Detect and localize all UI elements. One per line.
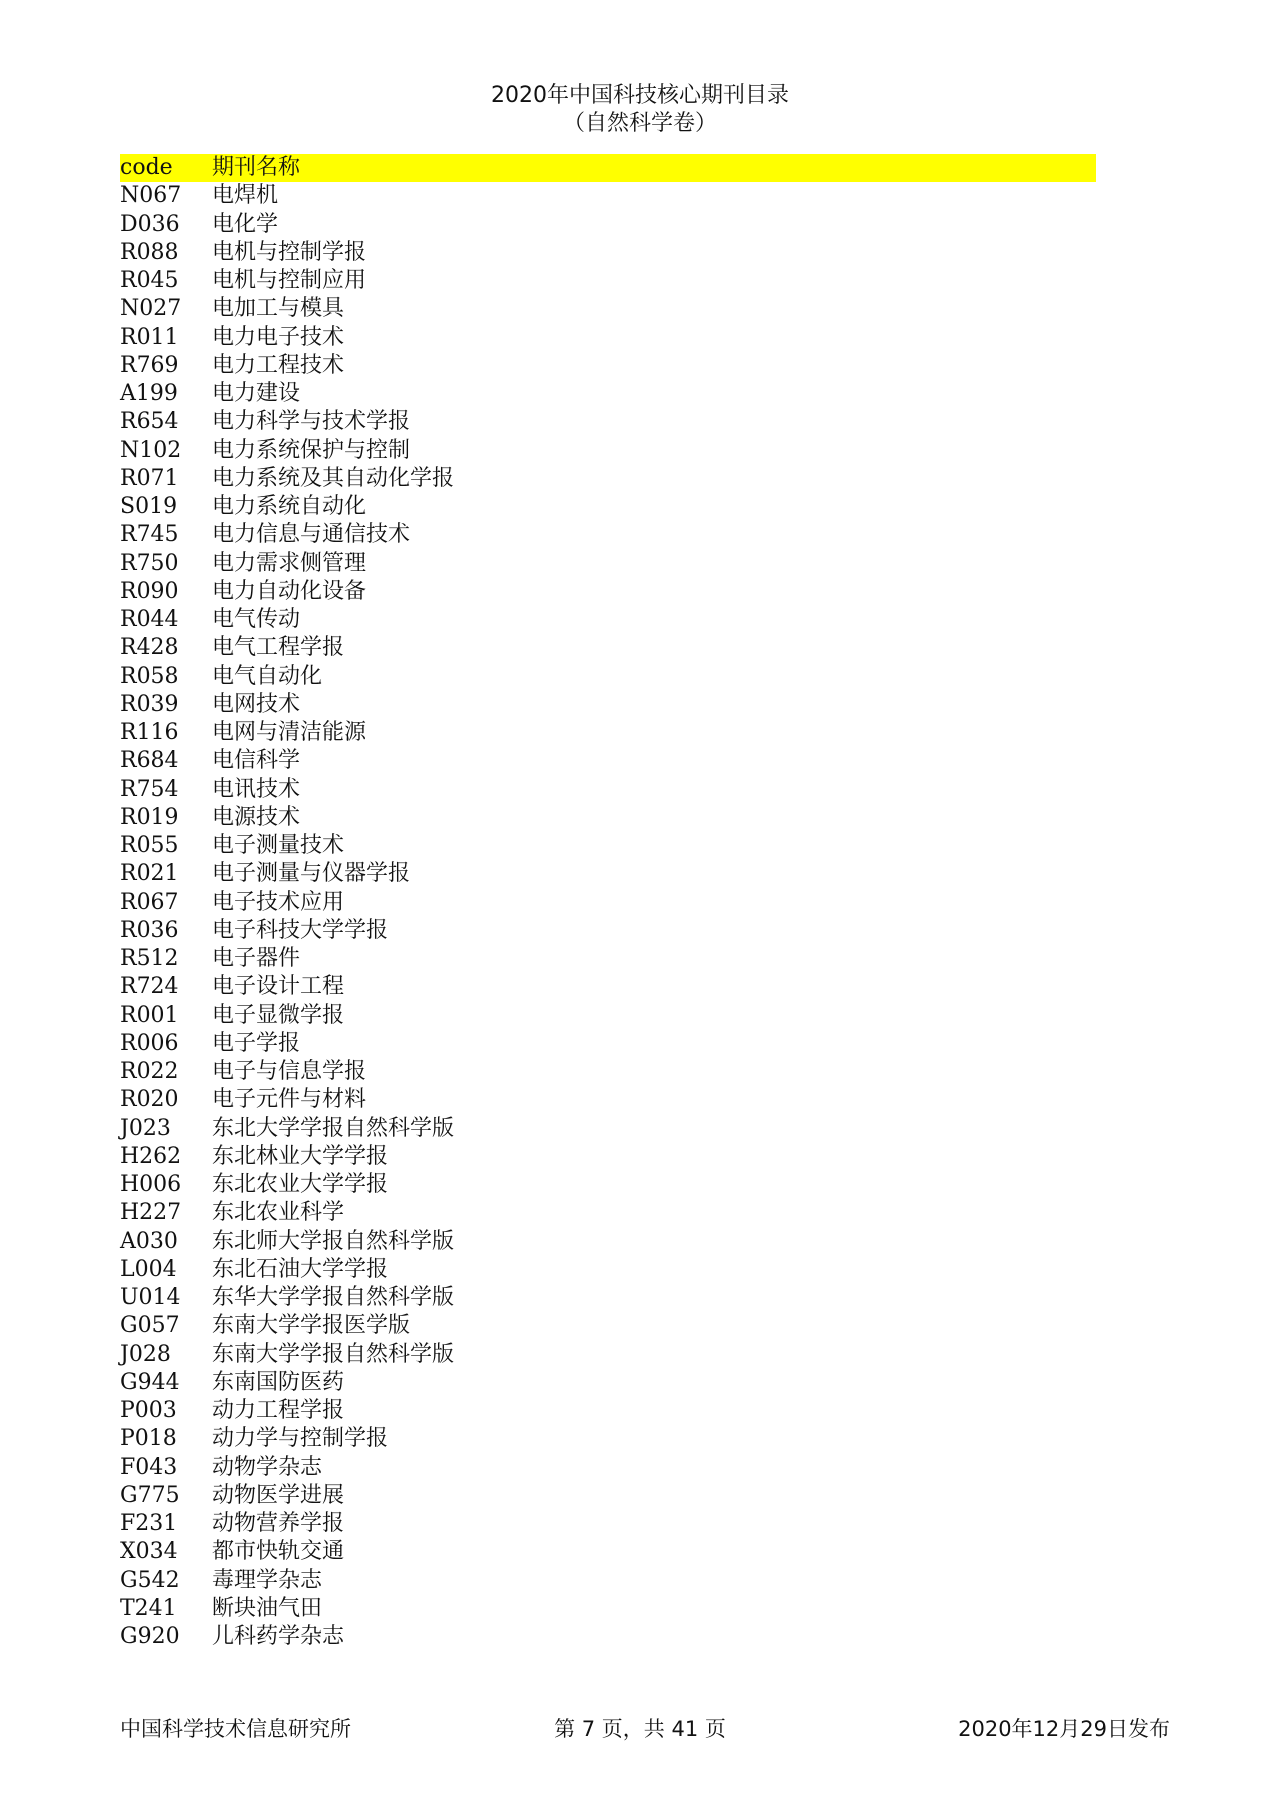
journal-code: R020 bbox=[120, 1087, 179, 1113]
journal-code: N067 bbox=[120, 183, 182, 209]
table-row bbox=[120, 465, 1096, 493]
table-row bbox=[120, 182, 1096, 210]
table-row bbox=[120, 945, 1096, 973]
table-row bbox=[120, 1030, 1096, 1058]
journal-code: D036 bbox=[120, 211, 180, 237]
table-row bbox=[120, 1058, 1096, 1086]
table-row bbox=[120, 804, 1096, 832]
journal-name: 电力工程技术 bbox=[212, 352, 345, 378]
journal-code: S019 bbox=[120, 494, 178, 519]
journal-name: 儿科药学杂志 bbox=[212, 1624, 345, 1649]
table-row bbox=[120, 973, 1096, 1001]
journal-code: R045 bbox=[120, 268, 179, 293]
table-row bbox=[120, 521, 1096, 549]
journal-code: R022 bbox=[120, 1059, 179, 1084]
footer-institution: 中国科学技术信息研究所 bbox=[120, 1717, 351, 1741]
column-header-code: code bbox=[120, 155, 173, 180]
journal-name: 电子元件与材料 bbox=[212, 1087, 367, 1113]
journal-name: 电子显微学报 bbox=[212, 1002, 345, 1028]
journal-code: R428 bbox=[120, 635, 179, 661]
journal-code: L004 bbox=[120, 1256, 177, 1282]
table-row bbox=[120, 606, 1096, 634]
table-row bbox=[120, 239, 1096, 267]
table-row bbox=[120, 493, 1096, 521]
table-row bbox=[120, 267, 1096, 295]
journal-code: R006 bbox=[120, 1030, 179, 1056]
journal-code: G542 bbox=[120, 1567, 180, 1593]
table-row bbox=[120, 295, 1096, 323]
journal-code: P018 bbox=[120, 1426, 177, 1452]
table-row bbox=[120, 1397, 1096, 1425]
journal-code: F231 bbox=[120, 1511, 178, 1536]
journal-code: R011 bbox=[120, 324, 179, 350]
journal-code: R754 bbox=[120, 776, 179, 802]
journal-name: 电网技术 bbox=[212, 691, 301, 717]
table-row bbox=[120, 776, 1096, 804]
table-row bbox=[120, 719, 1096, 747]
table-row bbox=[120, 1567, 1096, 1595]
journal-name: 电子测量技术 bbox=[212, 833, 345, 858]
table-header-row bbox=[120, 154, 1096, 182]
table-row bbox=[120, 352, 1096, 380]
table-row bbox=[120, 1284, 1096, 1312]
journal-name: 电机与控制学报 bbox=[212, 239, 367, 265]
journal-name: 东北农业科学 bbox=[212, 1200, 345, 1226]
journal-code: R001 bbox=[120, 1002, 179, 1028]
journal-name: 动物学杂志 bbox=[212, 1454, 323, 1480]
journal-name: 电力信息与通信技术 bbox=[212, 522, 411, 548]
journal-name: 电力电子技术 bbox=[212, 324, 345, 350]
journal-name: 电子设计工程 bbox=[212, 974, 345, 1000]
journal-code: G057 bbox=[120, 1313, 180, 1339]
journal-code: R055 bbox=[120, 833, 179, 858]
journal-name: 东南国防医药 bbox=[212, 1369, 345, 1395]
journal-code: R769 bbox=[120, 352, 179, 378]
journal-code: U014 bbox=[120, 1285, 181, 1310]
journal-name: 电加工与模具 bbox=[212, 296, 345, 322]
journal-name: 电气自动化 bbox=[212, 663, 323, 689]
journal-code: R088 bbox=[120, 239, 179, 265]
journal-name: 电力科学与技术学报 bbox=[212, 409, 411, 435]
journal-code: R745 bbox=[120, 522, 179, 548]
journal-name: 电信科学 bbox=[212, 748, 301, 774]
journal-code: X034 bbox=[120, 1539, 178, 1565]
journal-name: 东北农业大学学报 bbox=[212, 1172, 389, 1197]
journal-code: J023 bbox=[120, 1115, 171, 1141]
table-row bbox=[120, 1143, 1096, 1171]
table-row bbox=[120, 1482, 1096, 1510]
journal-name: 电讯技术 bbox=[212, 776, 301, 802]
footer-page-number: 第 7 页，共 41 页 bbox=[554, 1717, 726, 1741]
table-row bbox=[120, 889, 1096, 917]
table-row bbox=[120, 1199, 1096, 1227]
journal-name: 电力系统自动化 bbox=[212, 494, 367, 519]
journal-code: J028 bbox=[120, 1341, 171, 1367]
journal-code: R021 bbox=[120, 861, 179, 887]
table-row bbox=[120, 832, 1096, 860]
table-row bbox=[120, 1312, 1096, 1340]
journal-name: 都市快轨交通 bbox=[212, 1539, 345, 1565]
journal-name: 电气工程学报 bbox=[212, 635, 345, 661]
journal-code: R090 bbox=[120, 578, 179, 604]
table-row bbox=[120, 1341, 1096, 1369]
table-row bbox=[120, 437, 1096, 465]
journal-code: G944 bbox=[120, 1369, 180, 1395]
journal-name: 断块油气田 bbox=[212, 1595, 323, 1621]
journal-code: T241 bbox=[120, 1595, 177, 1621]
journal-code: H227 bbox=[120, 1200, 182, 1226]
journal-code: H006 bbox=[120, 1172, 182, 1197]
journal-code: N027 bbox=[120, 296, 182, 322]
journal-name: 东北大学学报自然科学版 bbox=[212, 1115, 455, 1141]
table-row bbox=[120, 1595, 1096, 1623]
journal-name: 动物营养学报 bbox=[212, 1511, 345, 1536]
page-title: 2020年中国科技核心期刊目录 bbox=[491, 83, 789, 108]
journal-name: 电机与控制应用 bbox=[212, 268, 367, 293]
journal-code: N102 bbox=[120, 437, 182, 463]
table-row bbox=[120, 324, 1096, 352]
table-row bbox=[120, 408, 1096, 436]
journal-name: 电气传动 bbox=[212, 607, 301, 632]
table-row bbox=[120, 917, 1096, 945]
journal-name: 电子与信息学报 bbox=[212, 1059, 367, 1084]
table-row bbox=[120, 380, 1096, 408]
journal-code: R019 bbox=[120, 804, 179, 830]
table-row bbox=[120, 578, 1096, 606]
journal-code: R750 bbox=[120, 550, 179, 576]
table-row bbox=[120, 1369, 1096, 1397]
journal-name: 电化学 bbox=[212, 211, 279, 237]
journal-name: 电力建设 bbox=[212, 381, 301, 406]
journal-name: 东北师大学报自然科学版 bbox=[212, 1228, 455, 1254]
table-body bbox=[120, 182, 1096, 1651]
journal-name: 毒理学杂志 bbox=[212, 1567, 323, 1593]
journal-name: 动力学与控制学报 bbox=[212, 1426, 389, 1452]
journal-code: P003 bbox=[120, 1398, 177, 1423]
journal-code: R684 bbox=[120, 748, 179, 774]
table-row bbox=[120, 1115, 1096, 1143]
journal-code: R654 bbox=[120, 409, 179, 435]
table-row bbox=[120, 1623, 1096, 1651]
journal-name: 电子学报 bbox=[212, 1030, 301, 1056]
table-row bbox=[120, 1002, 1096, 1030]
journal-code: R071 bbox=[120, 465, 179, 491]
journal-code: R036 bbox=[120, 917, 179, 943]
journal-name: 动物医学进展 bbox=[212, 1482, 345, 1508]
journal-name: 电子器件 bbox=[212, 946, 301, 971]
journal-name: 动力工程学报 bbox=[212, 1398, 345, 1423]
journal-code: A030 bbox=[120, 1228, 178, 1254]
journal-name: 东南大学学报医学版 bbox=[212, 1313, 411, 1339]
journal-name: 东北石油大学学报 bbox=[212, 1256, 389, 1282]
table-row bbox=[120, 691, 1096, 719]
journal-name: 电焊机 bbox=[212, 183, 279, 209]
journal-name: 电力自动化设备 bbox=[212, 578, 367, 604]
journal-name: 东北林业大学学报 bbox=[212, 1143, 389, 1169]
journal-code: G920 bbox=[120, 1624, 180, 1649]
table-row bbox=[120, 1228, 1096, 1256]
table-row bbox=[120, 1510, 1096, 1538]
journal-name: 电子测量与仪器学报 bbox=[212, 861, 411, 887]
table-row bbox=[120, 747, 1096, 775]
journal-code: R058 bbox=[120, 663, 179, 689]
journal-code: H262 bbox=[120, 1143, 182, 1169]
journal-table bbox=[120, 154, 1096, 1651]
table-row bbox=[120, 1086, 1096, 1114]
table-row bbox=[120, 1256, 1096, 1284]
table-row bbox=[120, 1425, 1096, 1453]
footer-publish-date: 2020年12月29日发布 bbox=[958, 1717, 1170, 1741]
table-row bbox=[120, 211, 1096, 239]
journal-name: 电力需求侧管理 bbox=[212, 550, 367, 576]
journal-name: 电子科技大学学报 bbox=[212, 917, 389, 943]
journal-name: 电子技术应用 bbox=[212, 889, 345, 915]
table-row bbox=[120, 550, 1096, 578]
journal-code: R512 bbox=[120, 946, 179, 971]
journal-code: A199 bbox=[120, 381, 178, 406]
journal-code: R724 bbox=[120, 974, 179, 1000]
page-subtitle: （自然科学卷） bbox=[562, 111, 717, 136]
journal-code: R067 bbox=[120, 889, 179, 915]
journal-code: F043 bbox=[120, 1454, 178, 1480]
journal-code: R116 bbox=[120, 720, 179, 745]
journal-name: 电力系统及其自动化学报 bbox=[212, 465, 455, 491]
table-row bbox=[120, 663, 1096, 691]
journal-code: R044 bbox=[120, 607, 179, 632]
column-header-name: 期刊名称 bbox=[212, 155, 301, 180]
table-row bbox=[120, 860, 1096, 888]
journal-name: 东南大学学报自然科学版 bbox=[212, 1341, 455, 1367]
table-row bbox=[120, 1171, 1096, 1199]
table-row bbox=[120, 634, 1096, 662]
journal-name: 电源技术 bbox=[212, 804, 301, 830]
journal-name: 电网与清洁能源 bbox=[212, 720, 367, 745]
table-row bbox=[120, 1454, 1096, 1482]
journal-name: 东华大学学报自然科学版 bbox=[212, 1285, 455, 1310]
journal-code: G775 bbox=[120, 1482, 180, 1508]
journal-name: 电力系统保护与控制 bbox=[212, 437, 411, 463]
journal-code: R039 bbox=[120, 691, 179, 717]
table-row bbox=[120, 1538, 1096, 1566]
